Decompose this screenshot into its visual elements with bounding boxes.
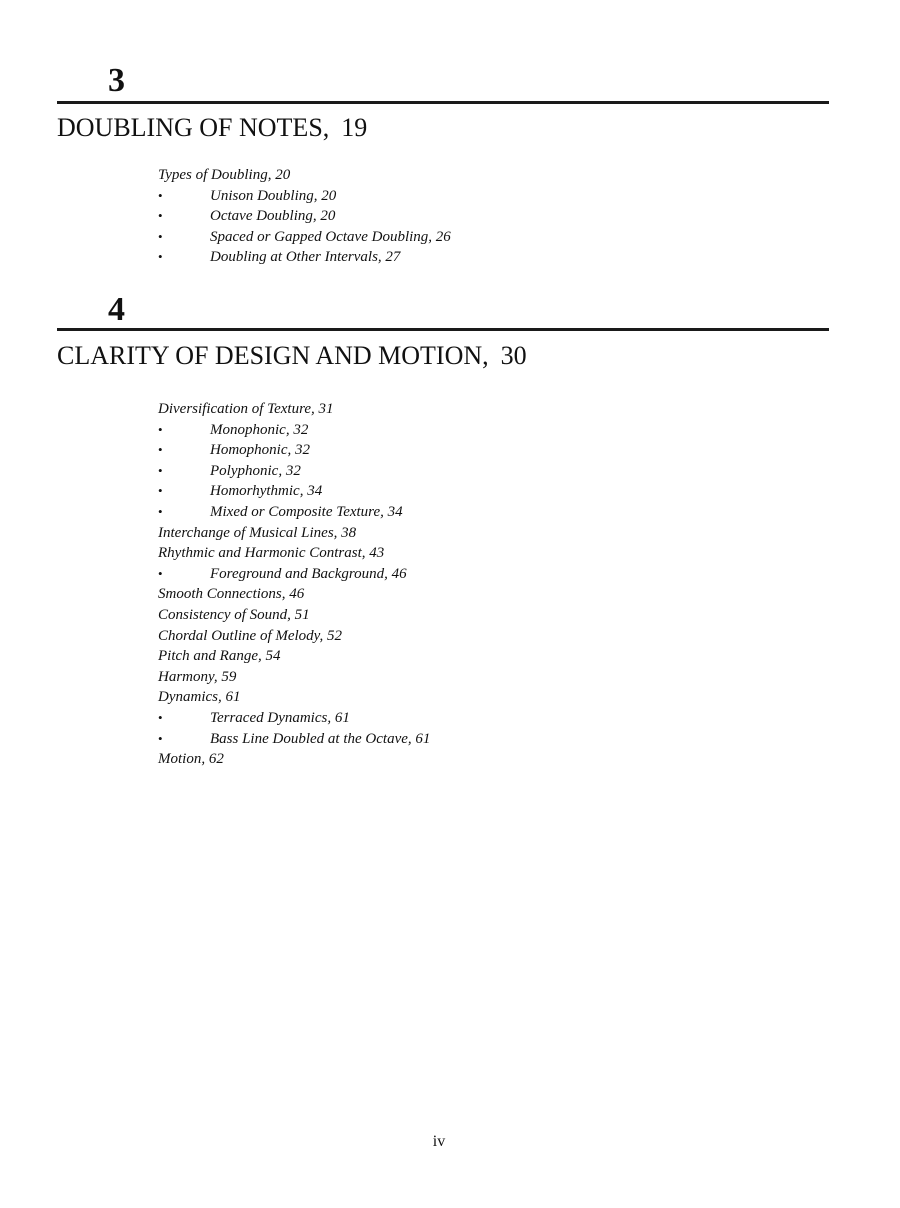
toc-list (158, 399, 758, 770)
toc-entry[interactable] (158, 687, 758, 708)
toc-entry-text: Monophonic, 32 (210, 421, 309, 438)
toc-subentry[interactable] (158, 206, 758, 227)
toc-entry-text: Doubling at Other Intervals, 27 (210, 249, 401, 266)
toc-entry-text: Interchange of Musical Lines, 38 (158, 524, 357, 541)
toc-entry-text: Consistency of Sound, 51 (158, 606, 310, 623)
toc-entry[interactable] (158, 626, 758, 647)
toc-entry[interactable] (158, 543, 758, 564)
toc-entry-text: Pitch and Range, 54 (158, 648, 281, 665)
toc-subentry[interactable] (158, 247, 758, 268)
toc-subentry[interactable] (158, 564, 758, 585)
toc-entry-text: Spaced or Gapped Octave Doubling, 26 (210, 228, 451, 245)
bullet-icon: • (158, 462, 163, 478)
toc-entry-text: Harmony, 59 (158, 668, 237, 685)
toc-subentry[interactable] (158, 461, 758, 482)
bullet-icon: • (158, 187, 163, 203)
toc-entry[interactable] (158, 584, 758, 605)
chapter-rule (57, 101, 829, 104)
toc-subentry[interactable] (158, 729, 758, 750)
bullet-icon: • (158, 503, 163, 519)
toc-entry-text: Polyphonic, 32 (210, 462, 301, 479)
bullet-icon: • (158, 421, 163, 437)
toc-entry-text: Motion, 62 (158, 751, 224, 768)
toc-subentry[interactable] (158, 420, 758, 441)
toc-list (158, 165, 758, 268)
chapter-title-text: DOUBLING OF NOTES, (57, 113, 330, 142)
chapter-page: 30 (500, 341, 527, 370)
toc-entry[interactable] (158, 399, 758, 420)
toc-entry-text: Chordal Outline of Melody, 52 (158, 627, 343, 644)
toc-entry-text: Terraced Dynamics, 61 (210, 709, 350, 726)
toc-entry-text: Foreground and Background, 46 (210, 565, 407, 582)
toc-entry-text: Mixed or Composite Texture, 34 (210, 503, 403, 520)
toc-entry[interactable] (158, 605, 758, 626)
toc-subentry[interactable] (158, 186, 758, 207)
toc-subentry[interactable] (158, 481, 758, 502)
chapter-number: 4 (108, 291, 125, 328)
toc-entry-text: Homorhythmic, 34 (210, 483, 323, 500)
toc-entry-text: Types of Doubling, 20 (158, 167, 291, 183)
chapter-page: 19 (341, 113, 368, 142)
page-number: iv (432, 1133, 446, 1150)
bullet-icon: • (158, 228, 163, 244)
toc-entry[interactable] (158, 667, 758, 688)
toc-entry-text: Dynamics, 61 (158, 689, 241, 706)
toc-entry-text: Rhythmic and Harmonic Contrast, 43 (158, 545, 385, 562)
chapter-title (57, 341, 527, 371)
chapter-title-text: CLARITY OF DESIGN AND MOTION, (57, 341, 489, 370)
bullet-icon: • (158, 730, 163, 746)
chapter-title (57, 113, 367, 143)
toc-entry[interactable] (158, 749, 758, 770)
chapter-rule (57, 328, 829, 331)
bullet-icon: • (158, 565, 163, 581)
toc-entry-text: Smooth Connections, 46 (158, 586, 305, 603)
bullet-icon: • (158, 249, 163, 265)
toc-subentry[interactable] (158, 502, 758, 523)
toc-entry-text: Homophonic, 32 (210, 442, 310, 459)
toc-entry-text: Unison Doubling, 20 (210, 187, 337, 204)
toc-entry-text: Octave Doubling, 20 (210, 208, 336, 225)
bullet-icon: • (158, 442, 163, 458)
toc-entry[interactable] (158, 523, 758, 544)
toc-subentry[interactable] (158, 440, 758, 461)
bullet-icon: • (158, 483, 163, 499)
bullet-icon: • (158, 208, 163, 224)
toc-entry-text: Diversification of Texture, 31 (158, 401, 334, 417)
chapter-number: 3 (108, 62, 125, 99)
bullet-icon: • (158, 709, 163, 725)
toc-entry-text: Bass Line Doubled at the Octave, 61 (210, 730, 431, 747)
toc-entry[interactable] (158, 165, 758, 186)
toc-entry[interactable] (158, 646, 758, 667)
toc-subentry[interactable] (158, 708, 758, 729)
toc-subentry[interactable] (158, 227, 758, 248)
